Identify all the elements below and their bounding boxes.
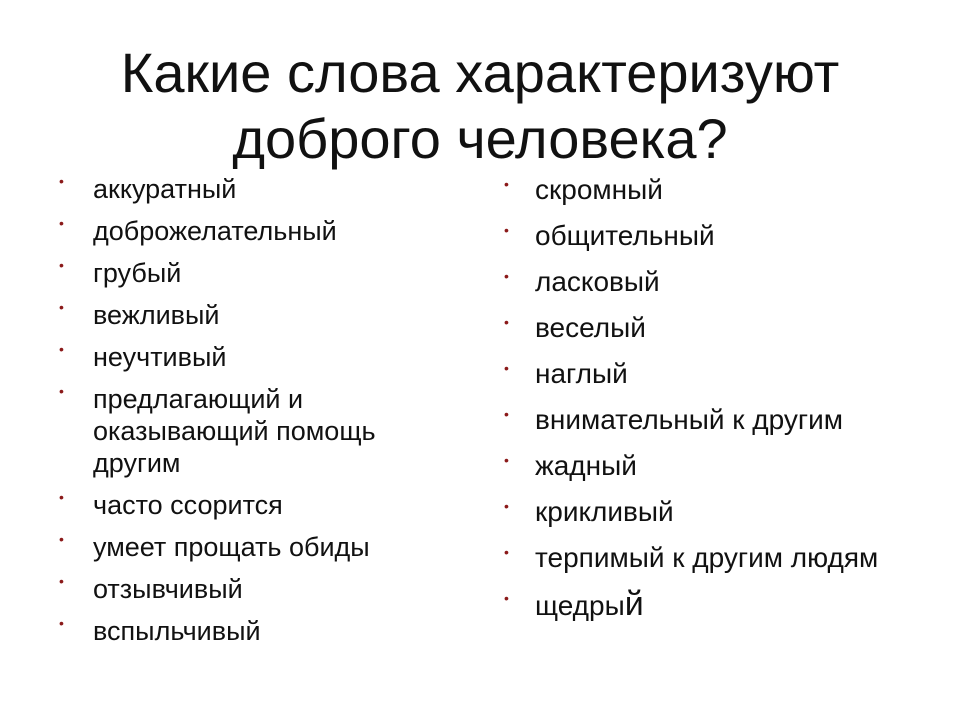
list-item — [500, 587, 920, 623]
list-item-text: предлагающий и оказывающий помощь другим — [93, 384, 376, 478]
list-item — [500, 357, 920, 391]
list-item-text: неучтивый — [93, 342, 227, 372]
list-item — [58, 573, 448, 605]
list-item — [500, 541, 920, 575]
list-item — [58, 215, 448, 247]
list-item-text: терпимый к другим людям — [535, 542, 879, 573]
list-item-text: доброжелательный — [93, 216, 337, 246]
title-line-2: доброго человека? — [232, 107, 728, 170]
bullet-icon: • — [59, 531, 64, 547]
list-item — [58, 383, 448, 479]
list-item-text: общительный — [535, 220, 715, 251]
list-item-text: скромный — [535, 174, 663, 205]
bullet-icon: • — [504, 406, 509, 422]
list-item-text: вежливый — [93, 300, 220, 330]
bullet-icon: • — [59, 383, 64, 399]
right-word-list — [500, 173, 920, 635]
list-item — [500, 265, 920, 299]
list-item-text: щедры — [535, 590, 625, 621]
list-item-text: наглый — [535, 358, 628, 389]
list-item — [58, 489, 448, 521]
bullet-icon: • — [504, 360, 509, 376]
list-item — [58, 341, 448, 373]
bullet-icon: • — [504, 314, 509, 330]
list-item-text: аккуратный — [93, 174, 237, 204]
list-item — [500, 219, 920, 253]
list-item-text: веселый — [535, 312, 646, 343]
list-item-text: грубый — [93, 258, 182, 288]
list-item — [500, 495, 920, 529]
bullet-icon: • — [59, 615, 64, 631]
list-item-text: внимательный к другим — [535, 404, 843, 435]
bullet-icon: • — [59, 173, 64, 189]
list-item-text: крикливый — [535, 496, 674, 527]
bullet-icon: • — [504, 176, 509, 192]
list-item — [500, 403, 920, 437]
list-item — [58, 615, 448, 647]
list-item — [58, 531, 448, 563]
bullet-icon: • — [59, 215, 64, 231]
list-item — [58, 299, 448, 331]
bullet-icon: • — [59, 299, 64, 315]
title-line-1: Какие слова характеризуют — [120, 41, 840, 104]
list-item-text: вспыльчивый — [93, 616, 261, 646]
list-item-text: умеет прощать обиды — [93, 532, 370, 562]
bullet-icon: • — [59, 489, 64, 505]
bullet-icon: • — [504, 222, 509, 238]
list-item — [500, 173, 920, 207]
bullet-icon: • — [504, 498, 509, 514]
bullet-icon: • — [504, 590, 509, 606]
list-item — [58, 257, 448, 289]
list-item-text-tail: й — [624, 585, 644, 623]
bullet-icon: • — [504, 268, 509, 284]
left-word-list — [58, 173, 448, 657]
bullet-icon: • — [504, 544, 509, 560]
list-item-text: жадный — [535, 450, 637, 481]
bullet-icon: • — [504, 452, 509, 468]
bullet-icon: • — [59, 341, 64, 357]
bullet-icon: • — [59, 257, 64, 273]
list-item-text: ласковый — [535, 266, 660, 297]
list-item — [58, 173, 448, 205]
list-item — [500, 449, 920, 483]
list-item — [500, 311, 920, 345]
bullet-icon: • — [59, 573, 64, 589]
slide-title — [40, 40, 920, 172]
list-item-text: отзывчивый — [93, 574, 243, 604]
list-item-text: часто ссорится — [93, 490, 283, 520]
